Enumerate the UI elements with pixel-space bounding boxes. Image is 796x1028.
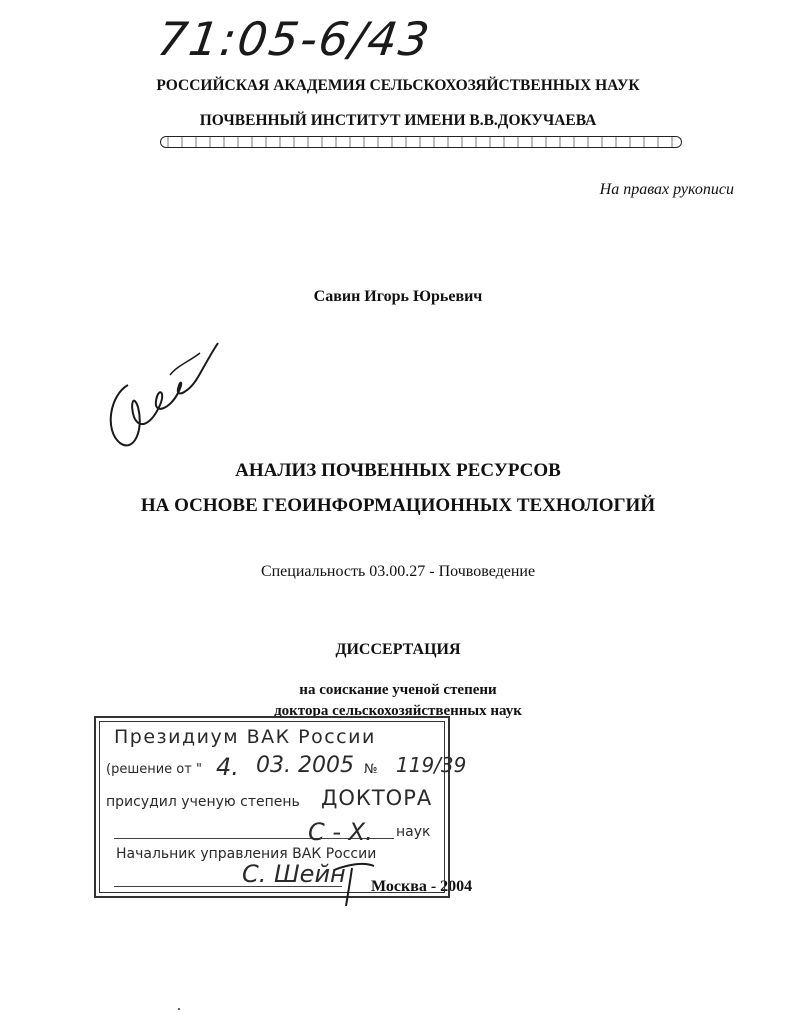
handwritten-catalog-code: 71:05-6/43 bbox=[154, 12, 435, 66]
title-line-2: НА ОСНОВЕ ГЕОИНФОРМАЦИОННЫХ ТЕХНОЛОГИЙ bbox=[140, 495, 656, 516]
rights-note: На правах рукописи bbox=[599, 181, 734, 198]
degree-line-1: на соискание ученой степени bbox=[299, 682, 497, 698]
stamp-sciences-word: наук bbox=[396, 824, 431, 840]
city-year: Москва - 2004 bbox=[371, 878, 473, 895]
stamp-decision-prefix: (решение от " bbox=[106, 762, 202, 777]
stamp-number-label: № bbox=[364, 762, 378, 777]
title-line-1: АНАЛИЗ ПОЧВЕННЫХ РЕСУРСОВ bbox=[235, 460, 561, 481]
stamp-head-label: Начальник управления ВАК России bbox=[116, 846, 377, 862]
stamp-decision-date: 03. 2005 bbox=[256, 753, 354, 778]
stamp-decision-day: 4. bbox=[216, 753, 239, 781]
signature-flourish-icon bbox=[330, 860, 380, 908]
stamp-degree-word: ДОКТОРА bbox=[321, 786, 433, 810]
degree-line-2: доктора сельскохозяйственных наук bbox=[274, 703, 522, 719]
stamp-title: Президиум ВАК России bbox=[114, 726, 376, 748]
stamp-field-handwritten: С - Х. bbox=[308, 818, 373, 846]
author-name: Савин Игорь Юрьевич bbox=[313, 288, 483, 305]
stamp-awarded-label: присудил ученую степень bbox=[106, 794, 300, 810]
organization-line-1: РОССИЙСКАЯ АКАДЕМИЯ СЕЛЬСКОХОЗЯЙСТВЕННЫХ НАУК bbox=[156, 77, 640, 94]
organization-line-2: ПОЧВЕННЫЙ ИНСТИТУТ ИМЕНИ В.В.ДОКУЧАЕВА bbox=[199, 112, 597, 129]
stamp-number-value: 119/39 bbox=[396, 753, 467, 777]
vak-stamp bbox=[94, 716, 467, 898]
document-type: ДИССЕРТАЦИЯ bbox=[335, 641, 461, 658]
stamp-signature-handwritten: С. Шейн bbox=[242, 860, 346, 888]
specialty: Специальность 03.00.27 - Почвоведение bbox=[260, 563, 536, 580]
scan-speck bbox=[178, 1008, 180, 1010]
header-divider bbox=[160, 136, 682, 148]
handwritten-signature-icon bbox=[100, 335, 225, 455]
